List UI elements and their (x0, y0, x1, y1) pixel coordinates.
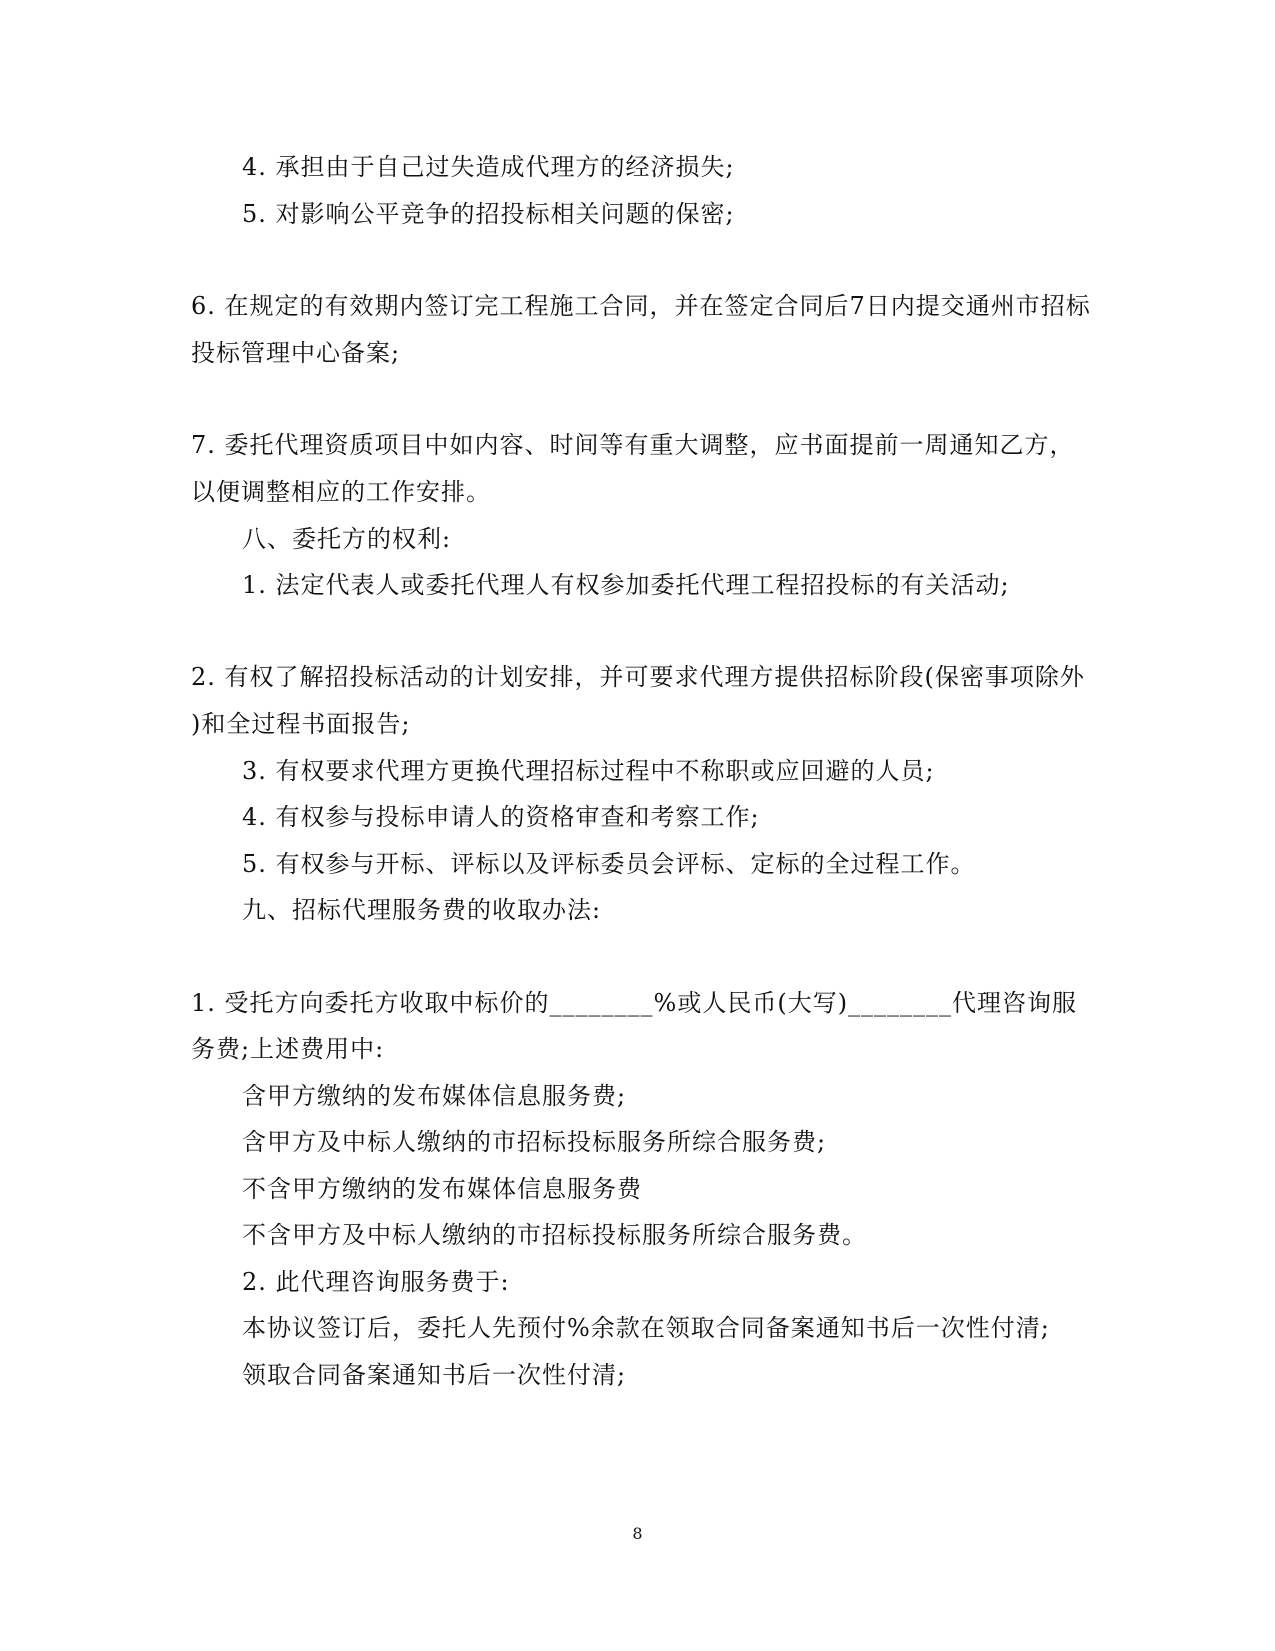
clause-text: 含甲方及中标人缴纳的市招标投标服务所综合服务费; (242, 1128, 827, 1156)
clause-text: 2. 有权了解招投标活动的计划安排，并可要求代理方提供招标阶段(保密事项除外 (191, 663, 1085, 691)
clause-text: 含甲方缴纳的发布媒体信息服务费; (242, 1082, 627, 1110)
clause-text: 1. 法定代表人或委托代理人有权参加委托代理工程招投标的有关活动; (242, 571, 1010, 599)
clause-text: 2. 此代理咨询服务费于: (242, 1268, 510, 1296)
clause-text: 投标管理中心备案; (191, 339, 401, 367)
page-number: 8 (632, 1524, 643, 1543)
clause-text: 本协议签订后，委托人先预付%余款在领取合同备案通知书后一次性付清; (242, 1314, 1050, 1342)
clause-text: 7. 委托代理资质项目中如内容、时间等有重大调整，应书面提前一周通知乙方， (191, 431, 1075, 459)
clause-text: 1. 受托方向委托方收取中标价的________%或人民币(大写)________代理咨询服 (191, 989, 1078, 1017)
clause-text: 3. 有权要求代理方更换代理招标过程中不称职或应回避的人员; (242, 757, 935, 785)
clause-text: 不含甲方及中标人缴纳的市招标投标服务所综合服务费。 (242, 1221, 867, 1249)
section-heading: 九、招标代理服务费的收取办法: (242, 896, 602, 924)
clause-text: 以便调整相应的工作安排。 (191, 478, 491, 506)
clause-text: 6. 在规定的有效期内签订完工程施工合同，并在签定合同后7日内提交通州市招标 (191, 292, 1091, 320)
clause-text: 4. 有权参与投标申请人的资格审查和考察工作; (242, 803, 760, 831)
section-heading: 八、委托方的权利: (242, 525, 452, 553)
clause-text: 5. 对影响公平竞争的招投标相关问题的保密; (242, 200, 735, 228)
clause-text: )和全过程书面报告; (191, 710, 411, 738)
clause-text: 领取合同备案通知书后一次性付清; (242, 1361, 627, 1389)
clause-text: 务费;上述费用中: (191, 1035, 385, 1063)
clause-text: 4. 承担由于自己过失造成代理方的经济损失; (242, 153, 735, 181)
clause-text: 5. 有权参与开标、评标以及评标委员会评标、定标的全过程工作。 (242, 850, 976, 878)
clause-text: 不含甲方缴纳的发布媒体信息服务费 (242, 1175, 642, 1203)
